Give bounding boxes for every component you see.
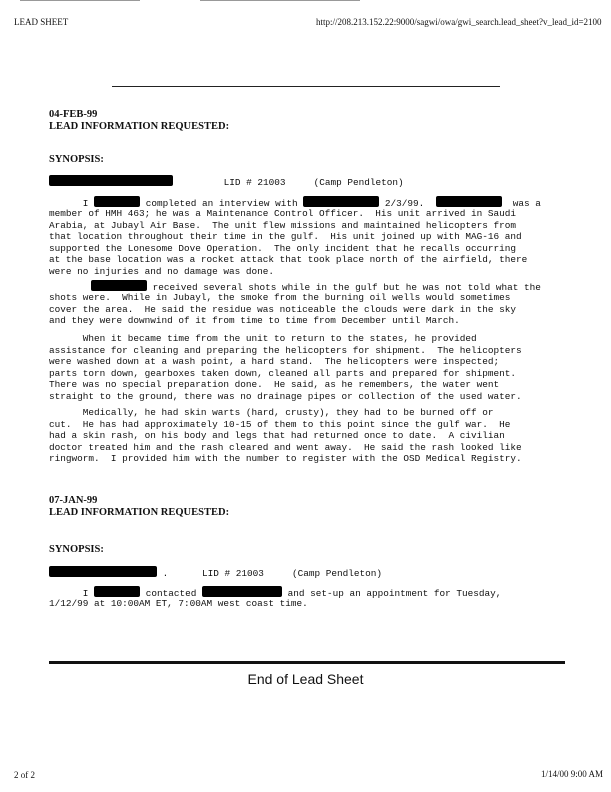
lid-line bbox=[49, 175, 404, 189]
paragraph-2: shots were. While in Jubayl, the smoke from the burning oil wells would sometimes cover the area. He said the residue was noticeable the clouds were dark in the sky and they were downwind of it from time to time from December until March. bbox=[49, 292, 516, 327]
redaction bbox=[436, 196, 502, 207]
end-title: End of Lead Sheet bbox=[247, 671, 364, 687]
paragraph-1-first-line: I completed an interview with 2/3/99. was a bbox=[82, 198, 541, 209]
paragraph-1-first-line: I contacted and set-up an appointment for Tuesday, bbox=[82, 588, 502, 599]
lid-number: LID # 21003 bbox=[223, 177, 286, 188]
redaction bbox=[91, 280, 147, 291]
end-rule bbox=[49, 661, 565, 664]
scan-line bbox=[20, 0, 140, 1]
lid-location: (Camp Pendleton) bbox=[313, 177, 404, 188]
scan-line bbox=[200, 0, 360, 1]
redaction bbox=[94, 586, 140, 597]
paragraph-4: Medically, he had skin warts (hard, crusty), they had to be burned off or cut. He has had approximately 10-15 of them to this point since the gulf war. He had a skin rash, on his body and legs that had returned once to date. A civilian doctor treated him and the rash cleared and went away. He said the rash looked like ringworm. I provided him with the number to register with the OSD Medical Registry. bbox=[49, 407, 522, 465]
redaction bbox=[49, 175, 173, 186]
lead-label: LEAD INFORMATION REQUESTED: bbox=[49, 121, 230, 132]
synopsis-label: SYNOPSIS: bbox=[49, 544, 104, 555]
sheet-title: LEAD SHEET bbox=[14, 17, 69, 27]
lid-line: . LID # 21003 (Camp Pendleton) bbox=[49, 566, 382, 580]
lead-label: LEAD INFORMATION REQUESTED: bbox=[49, 507, 230, 518]
entry-date: 04-FEB-99 bbox=[49, 109, 98, 120]
lid-location: (Camp Pendleton) bbox=[292, 568, 383, 579]
synopsis-label: SYNOPSIS: bbox=[49, 154, 104, 165]
paragraph-3: When it became time from the unit to return to the states, he provided assistance for cleaning and preparing the helicopters for shipment. The helicopters were washed down at a wash point, a hard stand. The helicopters were inspected; parts torn down, gearboxes taken down, cleaned all parts and prepared for shipment. There was no special preparation done. He said, as he remembers, the water went straight to the ground, there was no drainage pipes or collection of the used water. bbox=[49, 333, 522, 402]
page-url: http://208.213.152.22:9000/sagwi/owa/gwi_search.lead_sheet?v_lead_id=2100 bbox=[316, 17, 602, 27]
paragraph-1: 1/12/99 at 10:00AM ET, 7:00AM west coast time. bbox=[49, 598, 308, 609]
print-timestamp: 1/14/00 9:00 AM bbox=[541, 769, 604, 779]
lid-number: LID # 21003 bbox=[202, 568, 264, 579]
separator-line bbox=[112, 86, 500, 87]
redaction bbox=[202, 586, 282, 597]
redaction bbox=[303, 196, 379, 207]
redaction bbox=[94, 196, 140, 207]
redaction bbox=[49, 566, 157, 577]
page-number: 2 of 2 bbox=[14, 770, 35, 780]
paragraph-1: member of HMH 463; he was a Maintenance Control Officer. His unit arrived in Saudi Arabia, at Jubayl Air Base. The unit flew missions and maintained helicopters from that location throughout their time in the gulf. His unit joined up with MAG-16 and supported the Lonesome Dove Operation. The only incident that he recalls occurring at the base location was a rocket attack that took place north of the airfield, there were no injuries and no damage was done. bbox=[49, 208, 528, 277]
paragraph-2-first-line: received several shots while in the gulf but he was not told what the bbox=[49, 280, 541, 294]
entry-date: 07-JAN-99 bbox=[49, 495, 98, 506]
